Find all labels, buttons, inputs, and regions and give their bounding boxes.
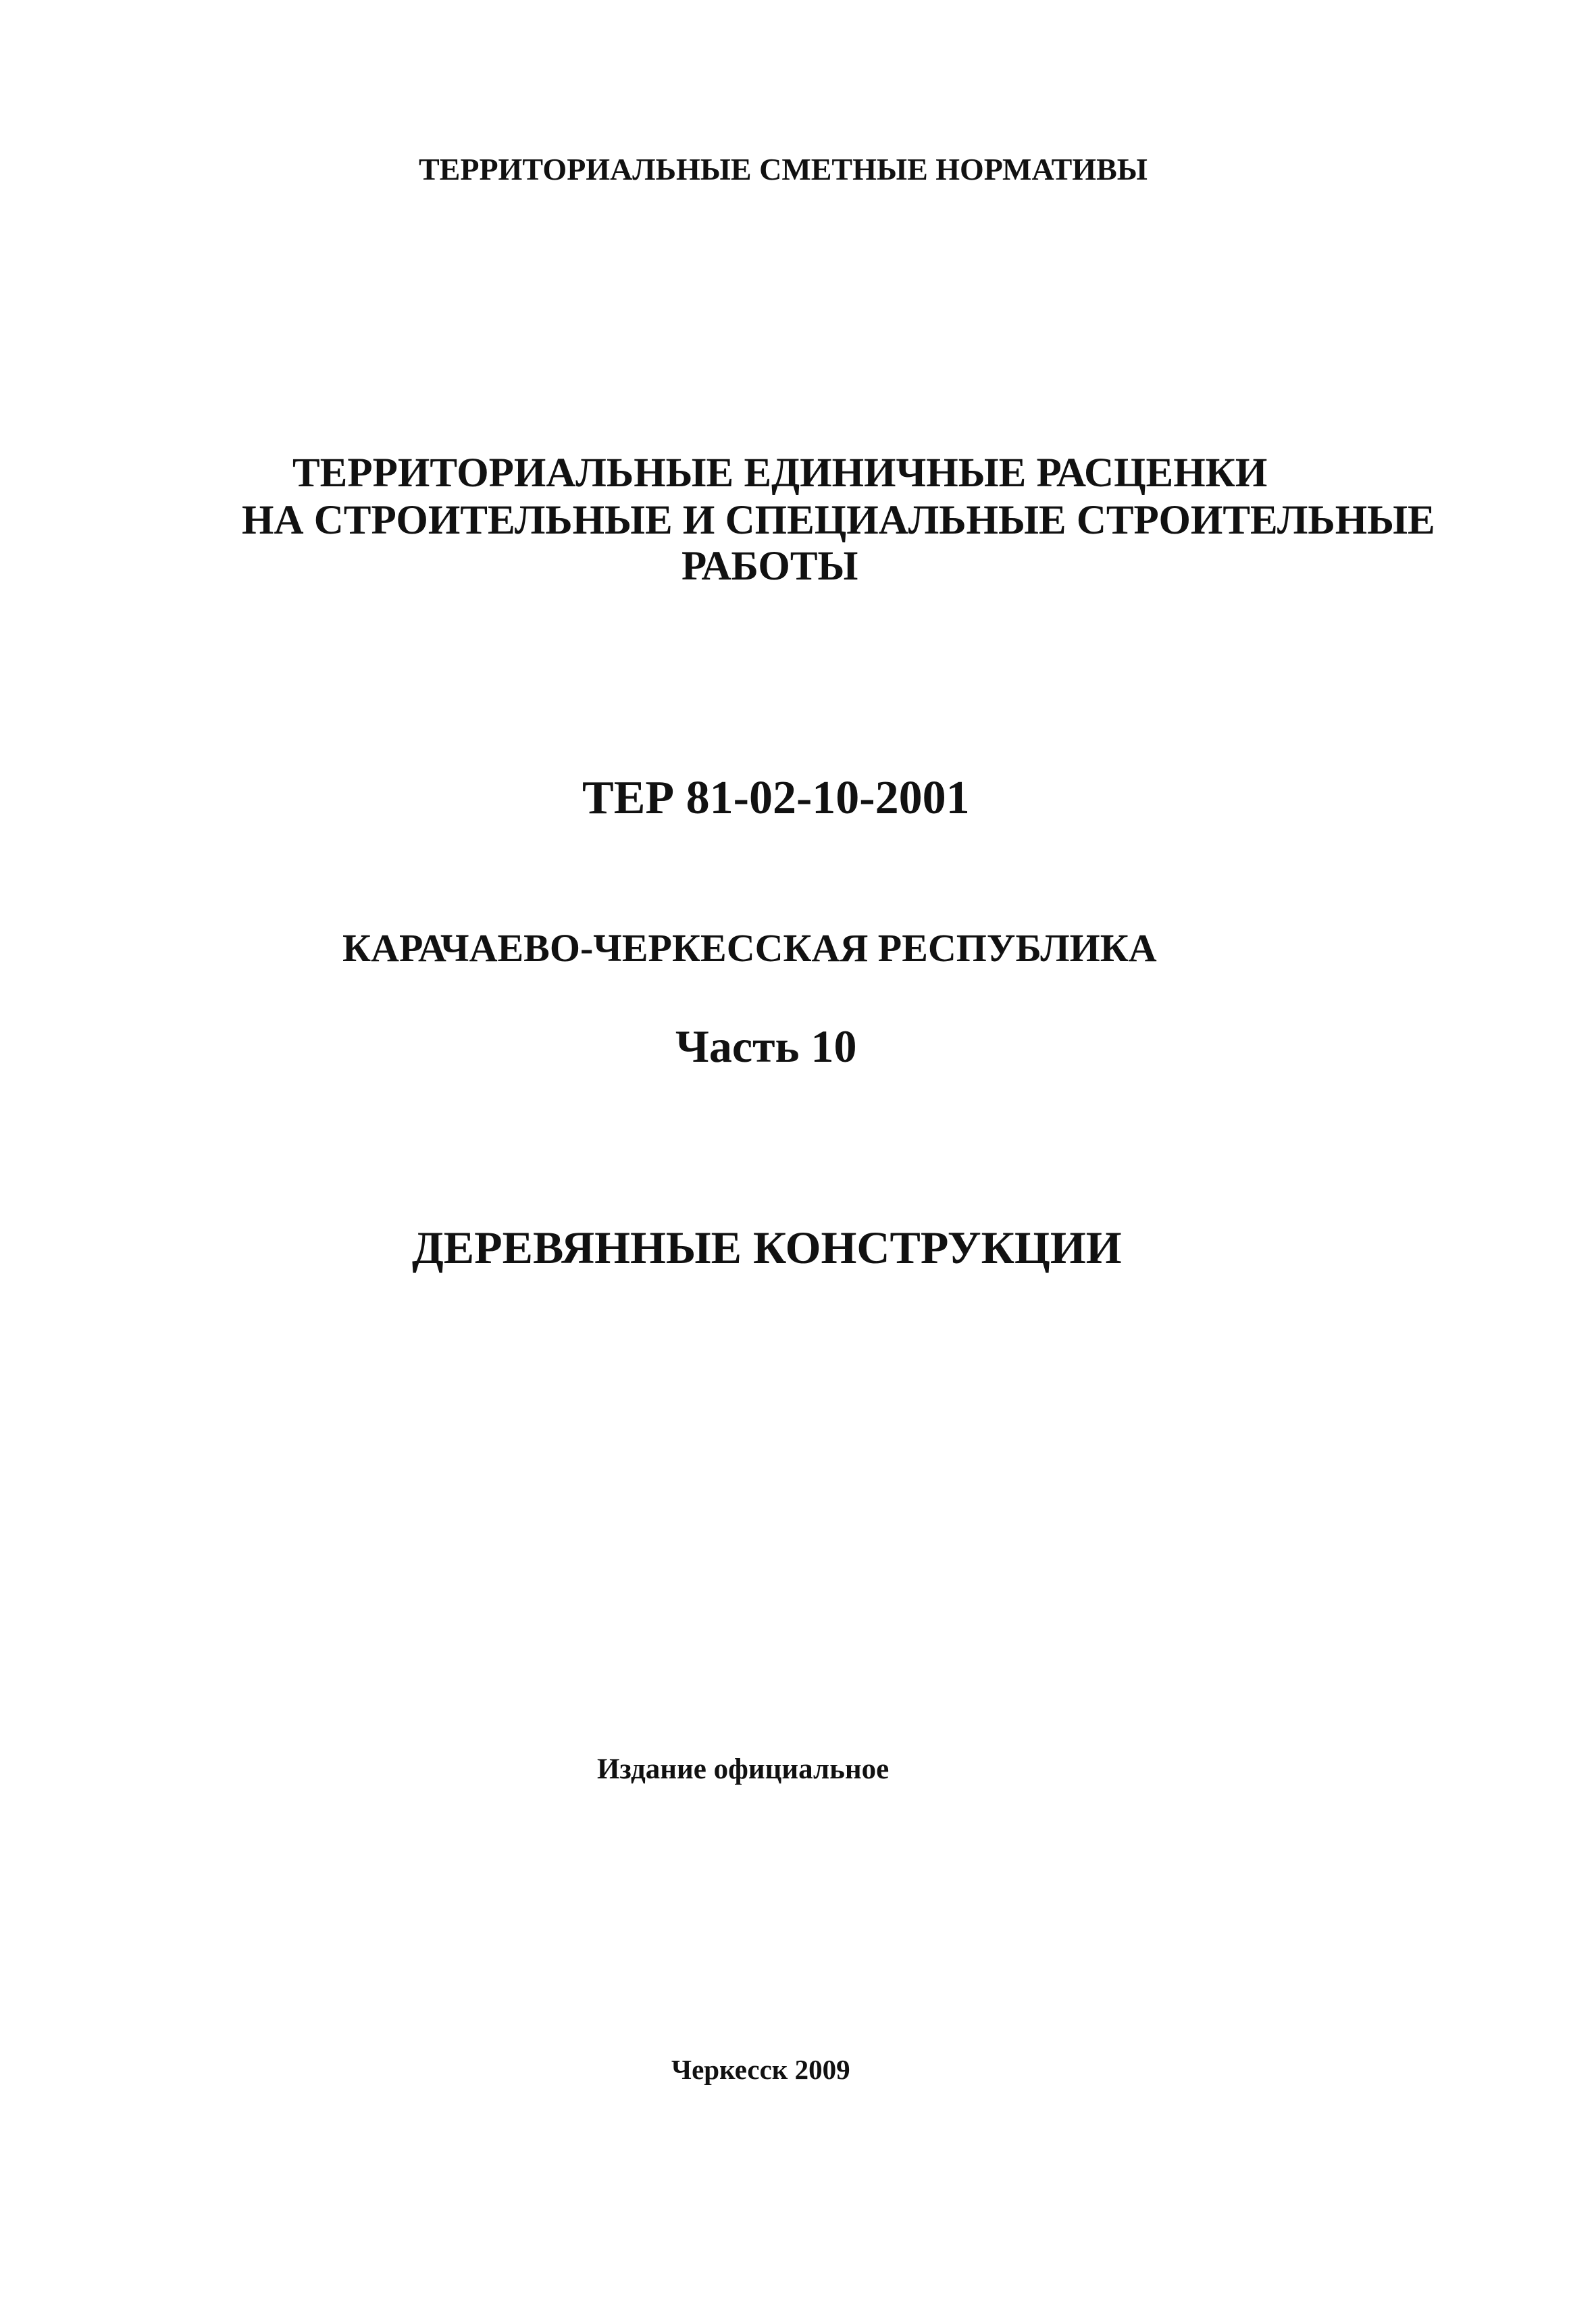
title-line-1: ТЕРРИТОРИАЛЬНЫЕ ЕДИНИЧНЫЕ РАСЦЕНКИ xyxy=(292,451,1268,496)
title-line-3: РАБОТЫ xyxy=(681,544,858,589)
region-name: КАРАЧАЕВО-ЧЕРКЕССКАЯ РЕСПУБЛИКА xyxy=(342,926,1157,970)
edition-note: Издание официальное xyxy=(597,1753,890,1785)
subject-title: ДЕРЕВЯННЫЕ КОНСТРУКЦИИ xyxy=(412,1222,1122,1273)
part-number: Часть 10 xyxy=(675,1021,857,1072)
series-heading: ТЕРРИТОРИАЛЬНЫЕ СМЕТНЫЕ НОРМАТИВЫ xyxy=(419,152,1148,186)
title-line-2: НА СТРОИТЕЛЬНЫЕ И СПЕЦИАЛЬНЫЕ СТРОИТЕЛЬНЫЕ xyxy=(242,498,1435,543)
document-code: ТЕР 81-02-10-2001 xyxy=(582,772,970,824)
imprint-place-year: Черкесск 2009 xyxy=(671,2054,850,2085)
